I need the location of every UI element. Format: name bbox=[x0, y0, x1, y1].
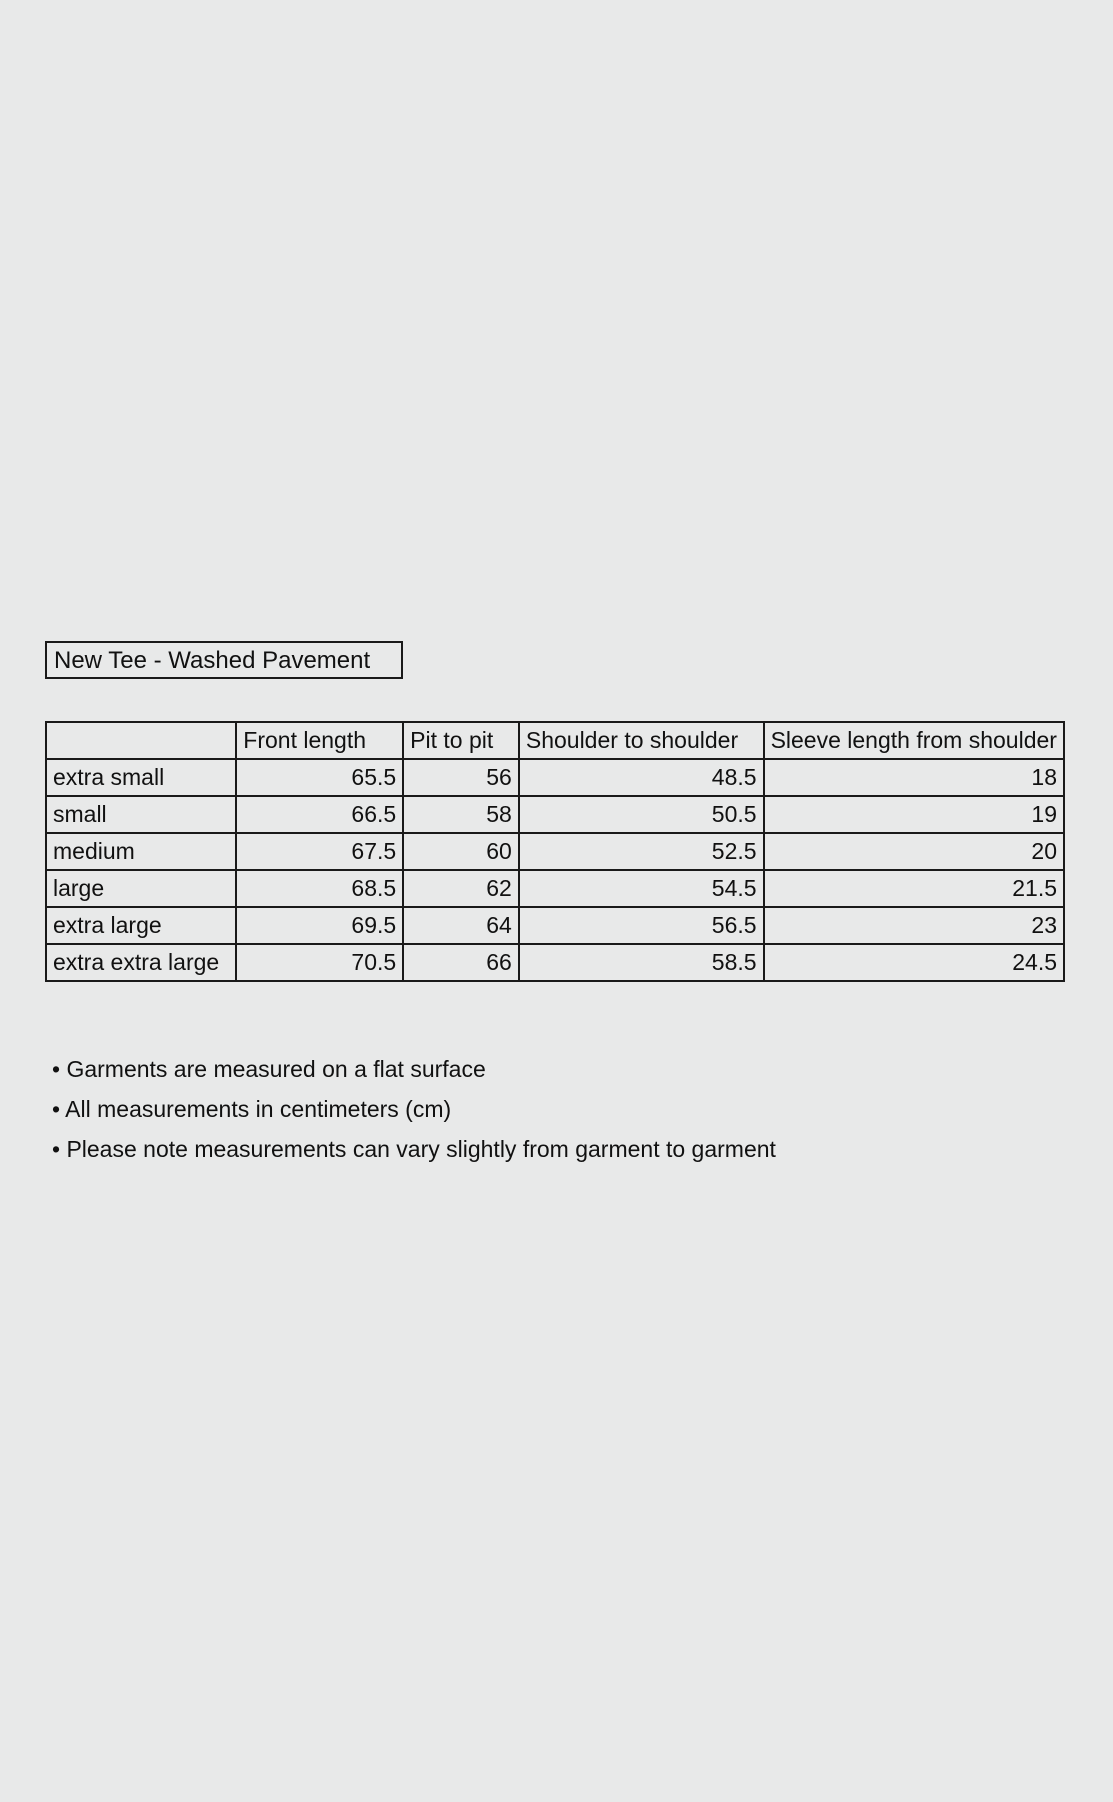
table-row bbox=[46, 796, 1064, 833]
table-row bbox=[46, 759, 1064, 796]
size-label: extra large bbox=[46, 907, 236, 944]
measurement-notes bbox=[52, 1049, 776, 1169]
measurement-cell: 21.5 bbox=[764, 870, 1064, 907]
column-header: Sleeve length from shoulder bbox=[764, 722, 1064, 759]
size-label: small bbox=[46, 796, 236, 833]
size-chart-title: New Tee - Washed Pavement bbox=[45, 641, 403, 679]
table-header-row bbox=[46, 722, 1064, 759]
measurement-cell: 24.5 bbox=[764, 944, 1064, 981]
table-row bbox=[46, 907, 1064, 944]
measurement-cell: 58 bbox=[403, 796, 519, 833]
table-row bbox=[46, 870, 1064, 907]
measurement-cell: 52.5 bbox=[519, 833, 764, 870]
column-header bbox=[46, 722, 236, 759]
note-item: • All measurements in centimeters (cm) bbox=[52, 1096, 452, 1122]
measurement-cell: 56 bbox=[403, 759, 519, 796]
measurement-cell: 48.5 bbox=[519, 759, 764, 796]
measurement-cell: 58.5 bbox=[519, 944, 764, 981]
table-row bbox=[46, 833, 1064, 870]
size-label: extra small bbox=[46, 759, 236, 796]
note-item: • Please note measurements can vary slightly from garment to garment bbox=[52, 1136, 776, 1162]
measurement-cell: 50.5 bbox=[519, 796, 764, 833]
size-chart-table bbox=[45, 721, 1065, 982]
column-header: Pit to pit bbox=[403, 722, 519, 759]
size-label: medium bbox=[46, 833, 236, 870]
measurement-cell: 23 bbox=[764, 907, 1064, 944]
measurement-cell: 65.5 bbox=[236, 759, 403, 796]
measurement-cell: 54.5 bbox=[519, 870, 764, 907]
size-label: extra extra large bbox=[46, 944, 236, 981]
measurement-cell: 64 bbox=[403, 907, 519, 944]
measurement-cell: 66.5 bbox=[236, 796, 403, 833]
note-item: • Garments are measured on a flat surface bbox=[52, 1056, 486, 1082]
measurement-cell: 68.5 bbox=[236, 870, 403, 907]
measurement-cell: 19 bbox=[764, 796, 1064, 833]
measurement-cell: 67.5 bbox=[236, 833, 403, 870]
measurement-cell: 20 bbox=[764, 833, 1064, 870]
column-header: Shoulder to shoulder bbox=[519, 722, 764, 759]
measurement-cell: 62 bbox=[403, 870, 519, 907]
measurement-cell: 18 bbox=[764, 759, 1064, 796]
measurement-cell: 56.5 bbox=[519, 907, 764, 944]
measurement-cell: 70.5 bbox=[236, 944, 403, 981]
column-header: Front length bbox=[236, 722, 403, 759]
measurement-cell: 66 bbox=[403, 944, 519, 981]
measurement-cell: 60 bbox=[403, 833, 519, 870]
table-row bbox=[46, 944, 1064, 981]
measurement-cell: 69.5 bbox=[236, 907, 403, 944]
size-label: large bbox=[46, 870, 236, 907]
